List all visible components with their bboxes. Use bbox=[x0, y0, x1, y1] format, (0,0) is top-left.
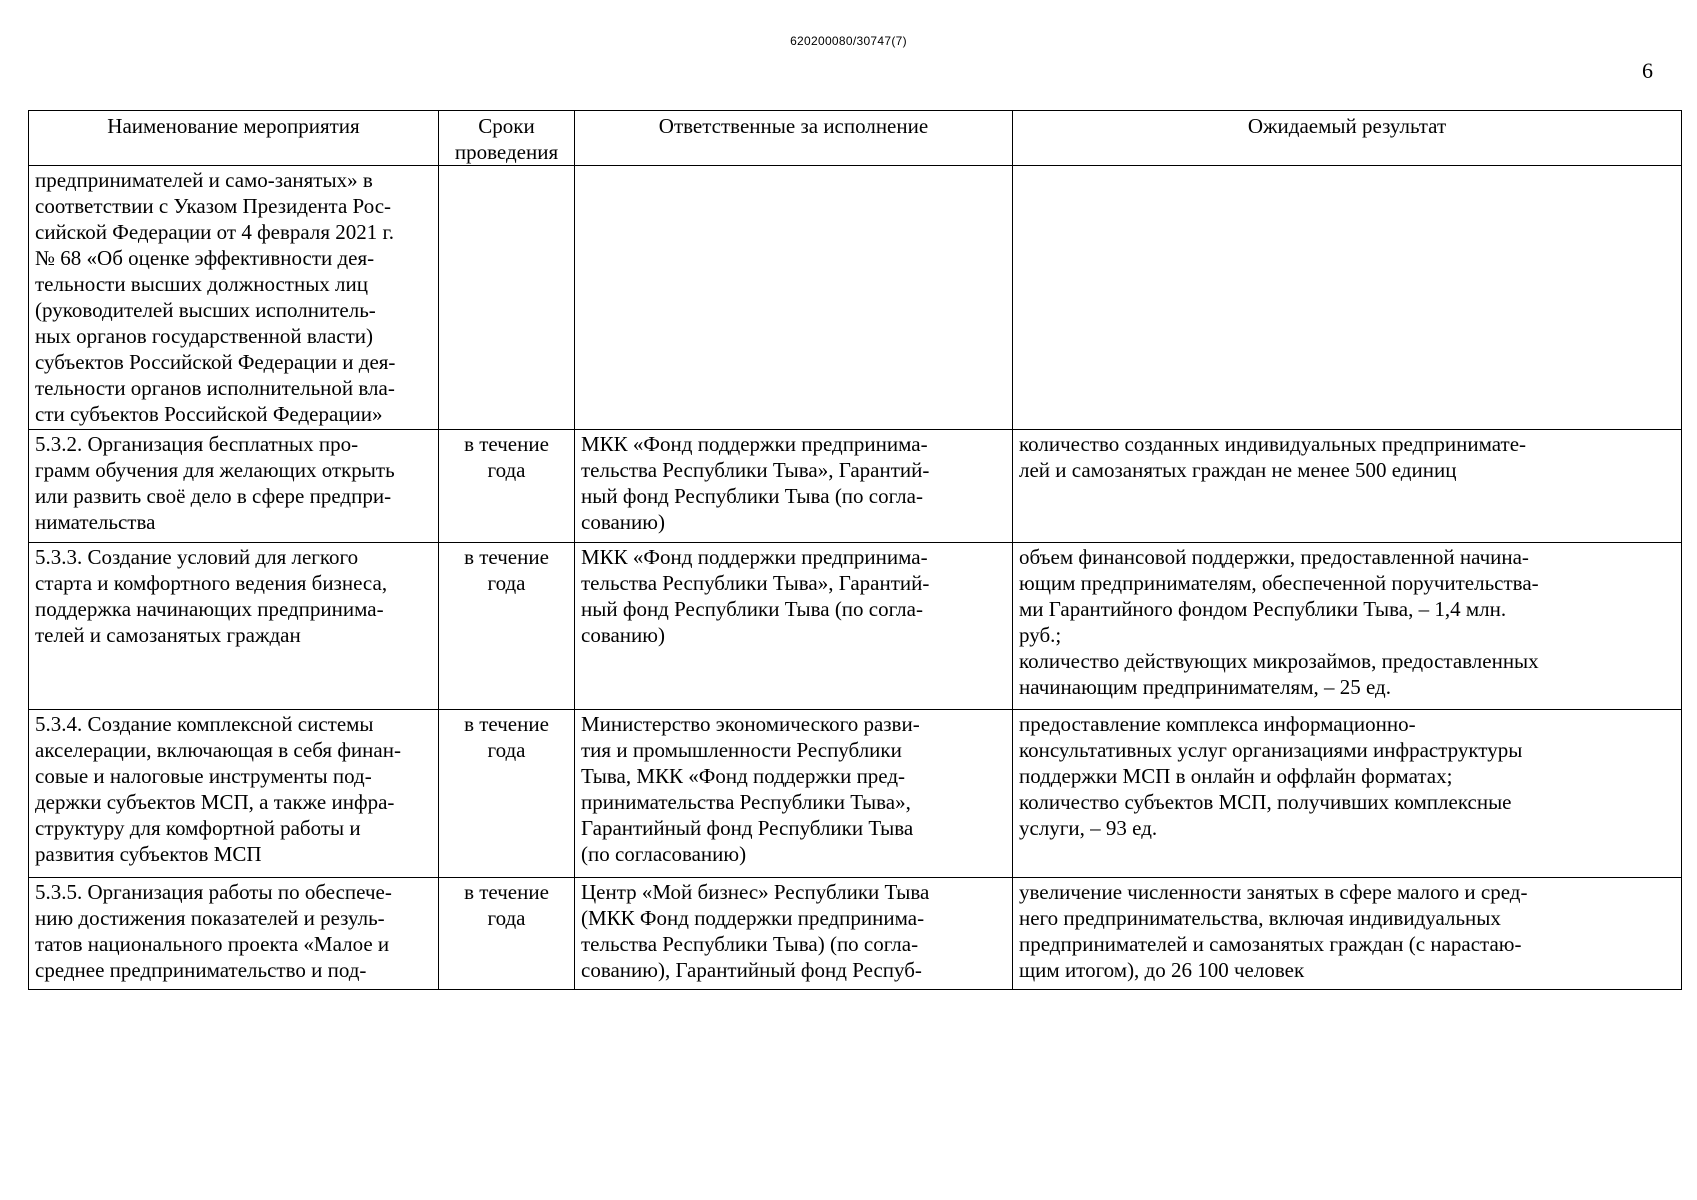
header-activity-name: Наименование мероприятия bbox=[29, 111, 439, 166]
cell-responsible: МКК «Фонд поддержки предпринима- тельства Республики Тыва», Гарантий- ный фонд Республики Тыва (по согла- сованию) bbox=[575, 543, 1013, 710]
cell-deadline: в течение года bbox=[439, 430, 575, 543]
table-body bbox=[29, 166, 1682, 990]
cell-expected-result bbox=[1013, 166, 1682, 430]
table-header-row bbox=[29, 111, 1682, 166]
cell-activity-name: 5.3.5. Организация работы по обеспече- нию достижения показателей и резуль- татов национального проекта «Малое и среднее предпринимательство и под- bbox=[29, 878, 439, 990]
cell-activity-name: 5.3.3. Создание условий для легкого старта и комфортного ведения бизнеса, поддержка начинающих предпринима- телей и самозанятых граждан bbox=[29, 543, 439, 710]
cell-expected-result: предоставление комплекса информационно- консультативных услуг организациями инфраструктуры поддержки МСП в онлайн и оффлайн форматах; количество субъектов МСП, получивших комплексные услуги, – 93 ед. bbox=[1013, 710, 1682, 878]
header-deadline: Сроки проведения bbox=[439, 111, 575, 166]
table-row bbox=[29, 430, 1682, 543]
page-number: 6 bbox=[1642, 58, 1653, 83]
table-row bbox=[29, 166, 1682, 430]
table-row bbox=[29, 710, 1682, 878]
document-id: 620200080/30747(7) bbox=[790, 34, 907, 48]
cell-expected-result: объем финансовой поддержки, предоставленной начина- ющим предпринимателям, обеспеченной поручительства- ми Гарантийного фондом Республики Тыва, – 1,4 млн. руб.; количество действующих микрозаймов, предоставленных начинающим предпринимателям, – 25 ед. bbox=[1013, 543, 1682, 710]
activities-table bbox=[28, 110, 1682, 990]
cell-deadline: в течение года bbox=[439, 710, 575, 878]
cell-responsible: Министерство экономического разви- тия и промышленности Республики Тыва, МКК «Фонд поддержки пред- принимательства Республики Тыва», Гарантийный фонд Республики Тыва (по согласованию) bbox=[575, 710, 1013, 878]
cell-deadline bbox=[439, 166, 575, 430]
table-row bbox=[29, 878, 1682, 990]
table-row bbox=[29, 543, 1682, 710]
cell-responsible bbox=[575, 166, 1013, 430]
header-responsible: Ответственные за исполнение bbox=[575, 111, 1013, 166]
cell-activity-name: 5.3.2. Организация бесплатных про- грамм обучения для желающих открыть или развить своё дело в сфере предпри- нимательства bbox=[29, 430, 439, 543]
cell-activity-name: 5.3.4. Создание комплексной системы акселерации, включающая в себя финан- совые и налоговые инструменты под- держки субъектов МСП, а также инфра- структуру для комфортной работы и развития субъектов МСП bbox=[29, 710, 439, 878]
cell-deadline: в течение года bbox=[439, 878, 575, 990]
cell-deadline: в течение года bbox=[439, 543, 575, 710]
cell-responsible: Центр «Мой бизнес» Республики Тыва (МКК Фонд поддержки предпринима- тельства Республики Тыва) (по согла- сованию), Гарантийный фонд Респуб- bbox=[575, 878, 1013, 990]
cell-responsible: МКК «Фонд поддержки предпринима- тельства Республики Тыва», Гарантий- ный фонд Республики Тыва (по согла- сованию) bbox=[575, 430, 1013, 543]
header-expected-result: Ожидаемый результат bbox=[1013, 111, 1682, 166]
cell-expected-result: количество созданных индивидуальных предпринимате- лей и самозанятых граждан не менее 500 единиц bbox=[1013, 430, 1682, 543]
cell-expected-result: увеличение численности занятых в сфере малого и сред- него предпринимательства, включая индивидуальных предпринимателей и самозанятых граждан (с нарастаю- щим итогом), до 26 100 человек bbox=[1013, 878, 1682, 990]
cell-activity-name: предпринимателей и само-занятых» в соответствии с Указом Президента Рос- сийской Федерации от 4 февраля 2021 г. № 68 «Об оценке эффективности дея- тельности высших должностных лиц (руководителей высших исполнитель- ных органов государственной власти) субъектов Российской Федерации и дея- тельности органов исполнительной вла- сти субъектов Российской Федерации» bbox=[29, 166, 439, 430]
